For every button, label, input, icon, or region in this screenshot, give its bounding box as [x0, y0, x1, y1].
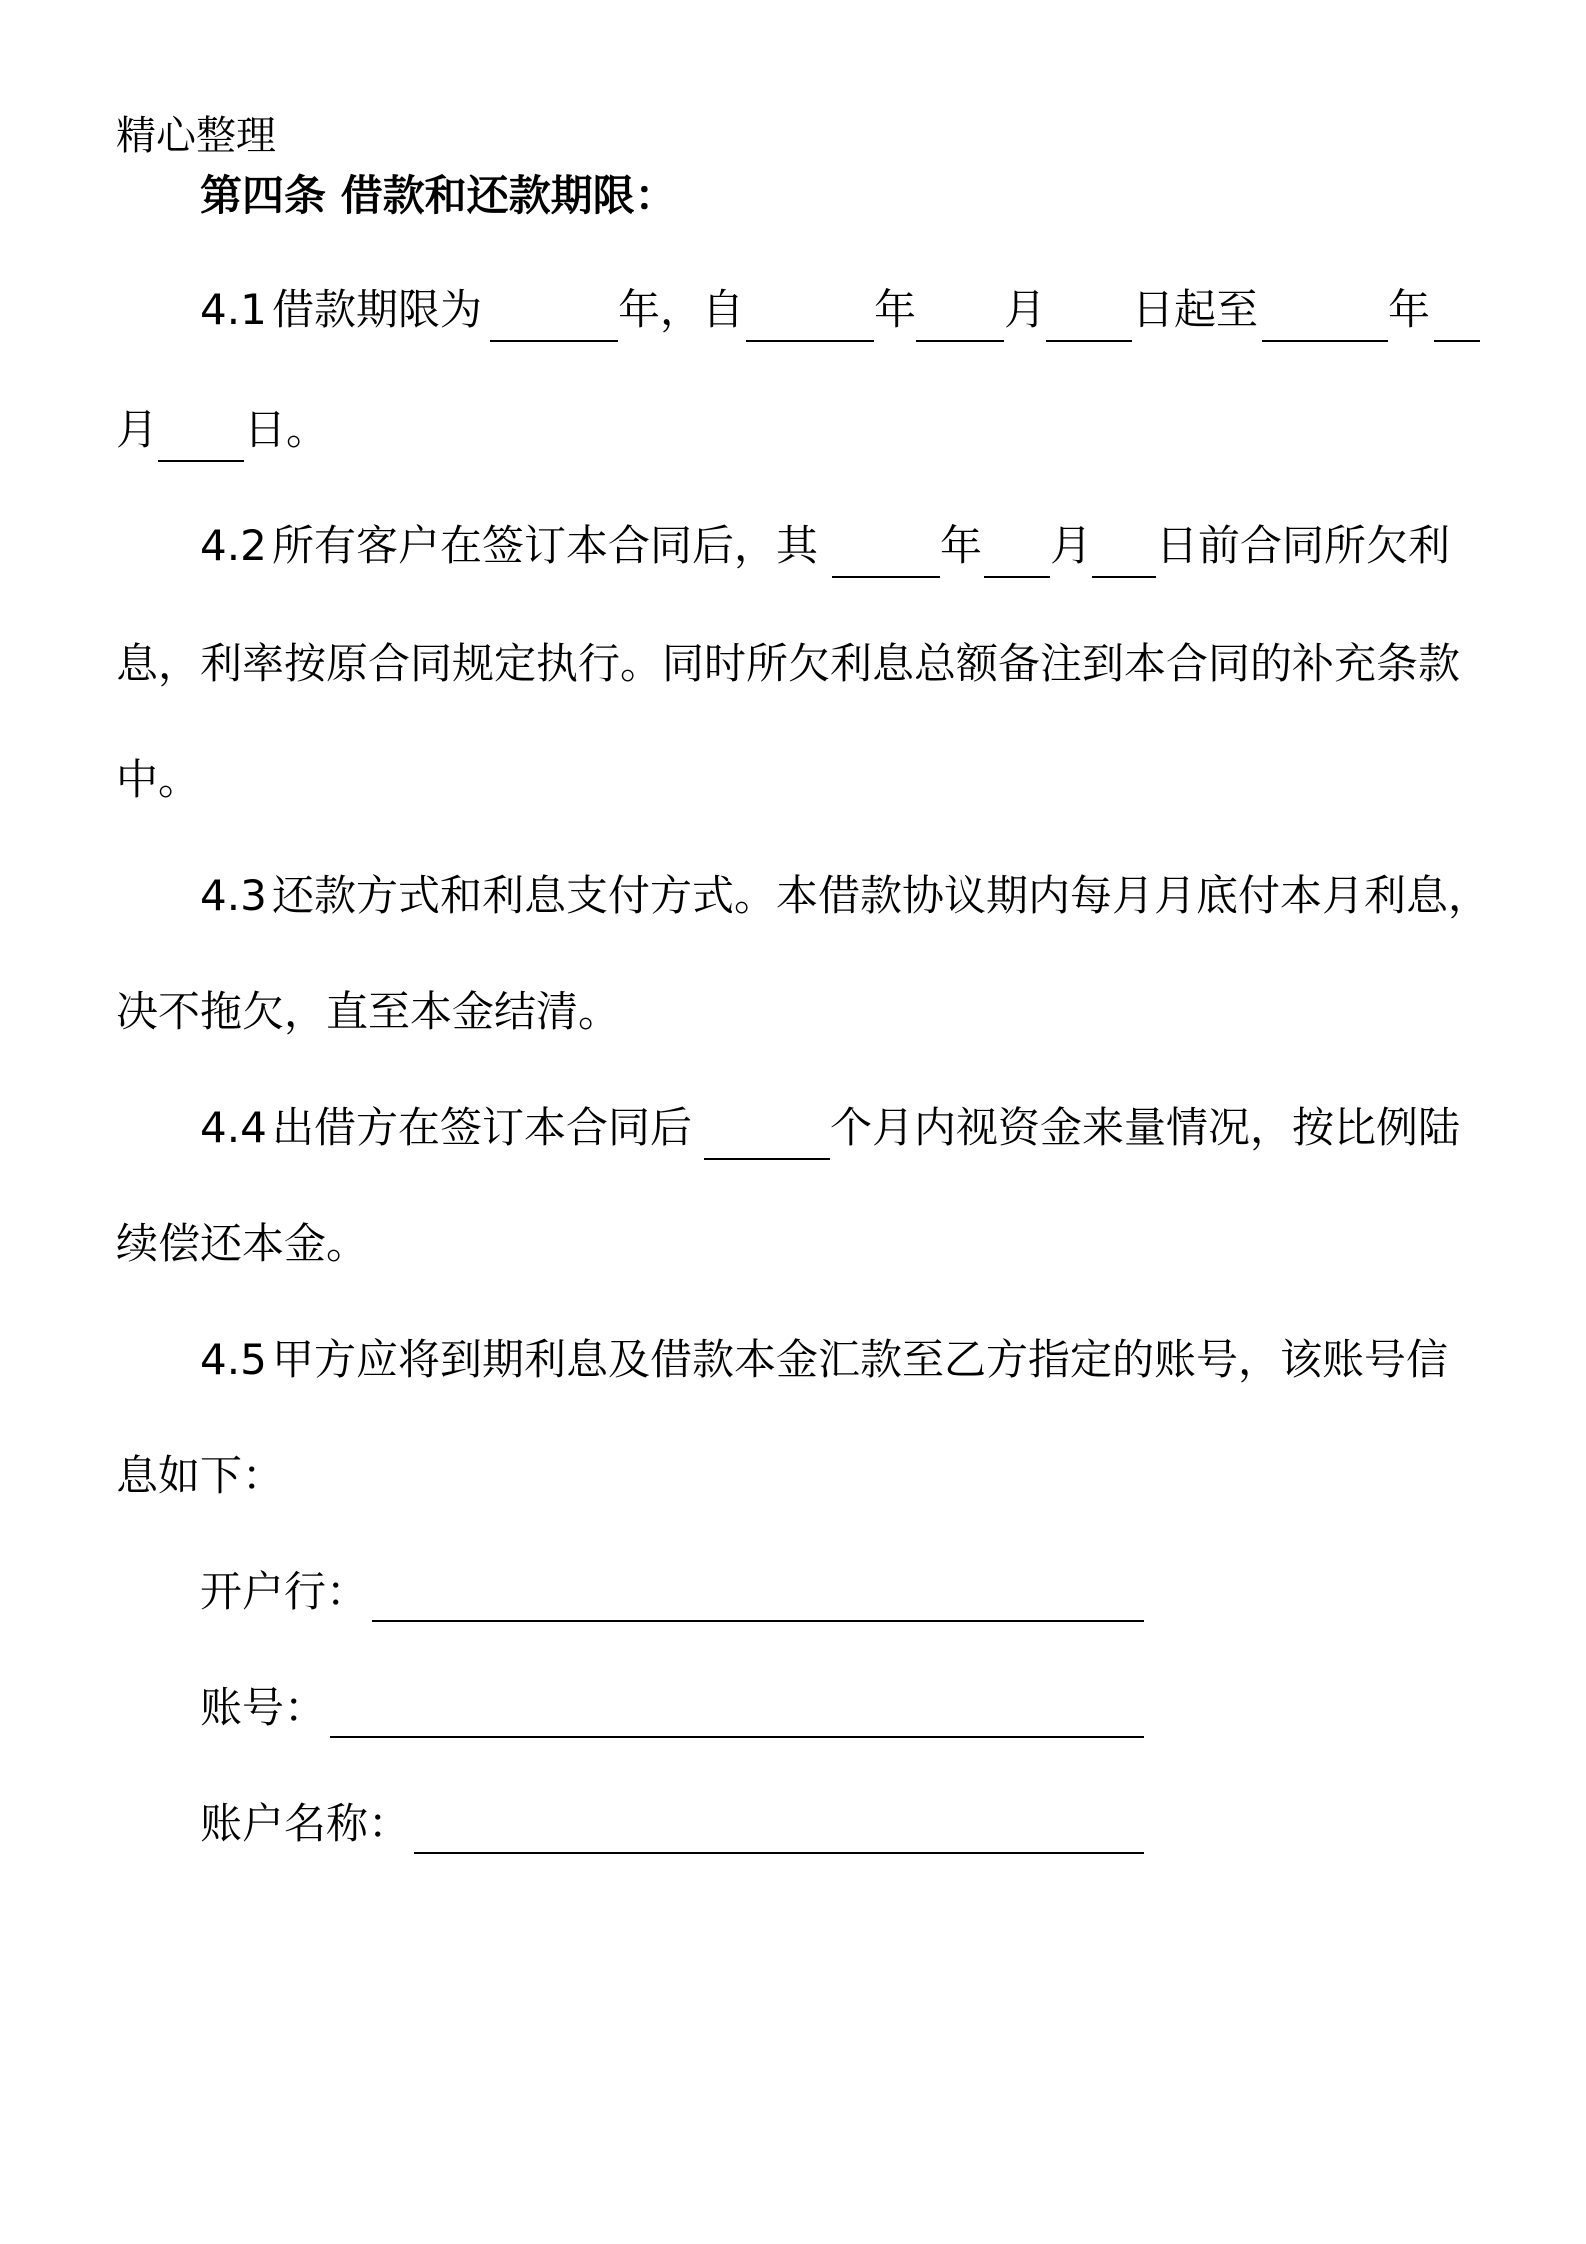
account-name-label: 账户名称：	[200, 1799, 411, 1848]
clause-4-1-text: 日起至	[1132, 285, 1259, 334]
clause-4-1-text: 借款期限为	[272, 285, 483, 334]
clause-4-2-text: 息，利率按原合同规定执行。同时所欠利息总额备注到本合同的补充条款	[116, 639, 1461, 688]
clause-4-5-text: 甲方应将到期利息及借款本金汇款至乙方指定的账号，该账号信	[272, 1335, 1449, 1384]
clause-4-4-text: 出借方在签订本合同后	[272, 1103, 693, 1152]
account-number-label: 账号：	[200, 1683, 327, 1732]
clause-4-4-text: 个月内视资金来量情况，按比例陆	[830, 1103, 1461, 1152]
term-years-blank[interactable]	[490, 340, 618, 342]
interest-year-blank[interactable]	[832, 576, 940, 578]
interest-day-blank[interactable]	[1092, 576, 1156, 578]
clause-4-2-text: 所有客户在签订本合同后，其	[272, 521, 819, 570]
bank-label: 开户行：	[200, 1567, 369, 1616]
account-number-field[interactable]	[330, 1736, 1144, 1738]
clause-4-4-number: 4.4	[200, 1103, 267, 1152]
account-name-field[interactable]	[414, 1852, 1144, 1854]
clause-4-2-text: 日前合同所欠利	[1156, 521, 1451, 570]
end-year-blank[interactable]	[1262, 340, 1388, 342]
article-title: 第四条 借款和还款期限：	[200, 171, 677, 220]
clause-4-4-text: 续偿还本金。	[116, 1219, 369, 1268]
clause-4-3-number: 4.3	[200, 871, 267, 920]
clause-4-5-text: 息如下：	[116, 1451, 285, 1500]
start-month-blank[interactable]	[916, 340, 1004, 342]
clause-4-1-text: 年，自	[618, 285, 745, 334]
interest-month-blank[interactable]	[984, 576, 1050, 578]
page-header-text: 精心整理	[116, 113, 276, 159]
clause-4-1-number: 4.1	[200, 285, 267, 334]
clause-4-2-text: 月	[1050, 521, 1093, 570]
clause-4-2-text: 中。	[116, 755, 201, 804]
bank-field[interactable]	[372, 1620, 1144, 1622]
clause-4-1-text: 月	[116, 405, 159, 454]
start-year-blank[interactable]	[746, 340, 874, 342]
clause-4-1-text: 年	[874, 285, 917, 334]
clause-4-1-text: 月	[1004, 285, 1047, 334]
clause-4-2-number: 4.2	[200, 521, 267, 570]
clause-4-2-text: 年	[940, 521, 983, 570]
clause-4-1-text: 年	[1388, 285, 1431, 334]
clause-4-5-number: 4.5	[200, 1335, 267, 1384]
end-day-blank[interactable]	[158, 460, 244, 462]
clause-4-3-text: 决不拖欠，直至本金结清。	[116, 987, 621, 1036]
repay-months-blank[interactable]	[704, 1158, 830, 1160]
end-month-blank[interactable]	[1434, 340, 1480, 342]
clause-4-1-text: 日。	[244, 405, 329, 454]
start-day-blank[interactable]	[1046, 340, 1132, 342]
clause-4-3-text: 还款方式和利息支付方式。本借款协议期内每月月底付本月利息，	[272, 871, 1491, 920]
